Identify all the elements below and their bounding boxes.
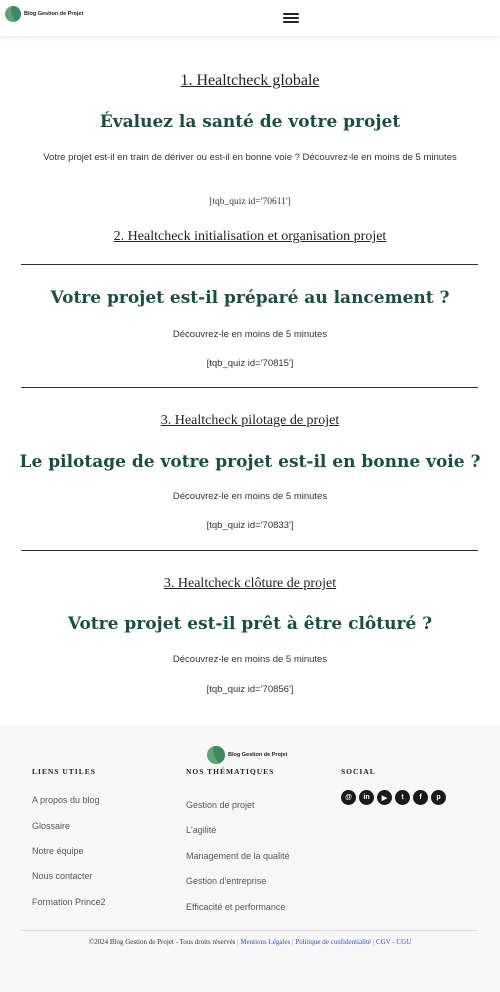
- useful-links-title: LIENS UTILES: [32, 767, 96, 776]
- section-code-wrap: [0, 358, 500, 369]
- logo-leaf-icon: [207, 746, 225, 764]
- section-desc-wrap: [0, 151, 500, 165]
- footer-theme-agility[interactable]: L'agilité: [186, 825, 217, 835]
- privacy-policy-link[interactable]: Politique de confidentialité: [295, 938, 372, 946]
- footer-link-prince2[interactable]: Formation Prince2: [32, 897, 106, 907]
- section-description: Votre projet est-il en train de dériver ou est-il en bonne voie ? Découvrez-le en moins de 5 minutes: [43, 152, 457, 163]
- section-heading-wrap: [0, 614, 500, 634]
- footer-theme-efficiency[interactable]: Efficacité et performance: [186, 902, 286, 912]
- healthcheck-section-3: [0, 413, 500, 429]
- section-divider: [21, 387, 478, 388]
- footer-theme-business[interactable]: Gestion d'entreprise: [186, 876, 267, 886]
- section-heading: Votre projet est-il préparé au lancement ?: [50, 288, 450, 308]
- section-desc-wrap: [0, 490, 500, 504]
- healthcheck-section-2: [0, 229, 500, 245]
- quiz-shortcode: [tqb_quiz id='70833']: [206, 520, 294, 531]
- site-header: [0, 0, 500, 36]
- copyright-text: ©2024 Blog Gestion de Projet - Tous droits réservés: [88, 938, 236, 946]
- footer-link-team[interactable]: Notre équipe: [32, 846, 84, 856]
- healthcheck-section-4: [0, 576, 500, 592]
- footer-theme-project-management[interactable]: Gestion de projet: [186, 800, 255, 810]
- section-title: 3. Healtcheck pilotage de projet: [160, 413, 340, 428]
- separator: |: [292, 938, 294, 946]
- footer-logo[interactable]: [207, 746, 287, 764]
- section-code-wrap: [0, 197, 500, 207]
- site-logo[interactable]: [5, 6, 83, 22]
- section-description: Découvrez-le en moins de 5 minutes: [172, 654, 328, 665]
- section-description: Découvrez-le en moins de 5 minutes: [172, 329, 328, 340]
- social-icons: [341, 790, 446, 805]
- separator: |: [237, 938, 239, 946]
- section-code-wrap: [0, 520, 500, 531]
- logo-leaf-icon: [5, 6, 21, 22]
- section-title: 3. Healtcheck clôture de projet: [163, 576, 337, 591]
- linkedin-icon[interactable]: in: [359, 790, 374, 805]
- section-heading-wrap: [0, 452, 500, 472]
- themes-title: NOS THÉMATIQUES: [186, 767, 275, 776]
- footer-link-contact[interactable]: Nous contacter: [32, 871, 93, 881]
- section-title: 2. Healtcheck initialisation et organisation projet: [113, 229, 387, 244]
- footer-logo-text: Blog Gestion de Projet: [228, 752, 288, 758]
- section-desc-wrap: [0, 328, 500, 342]
- terms-link[interactable]: CGV - CGU: [375, 938, 412, 946]
- footer-divider: [21, 930, 478, 931]
- section-heading: Le pilotage de votre projet est-il en bonne voie ?: [19, 452, 481, 472]
- section-heading: Évaluez la santé de votre projet: [99, 112, 401, 132]
- section-heading: Votre projet est-il prêt à être clôturé ?: [67, 614, 433, 634]
- section-desc-wrap: [0, 653, 500, 667]
- logo-text: Blog Gestion de Projet: [24, 11, 84, 17]
- section-divider: [21, 264, 478, 265]
- section-title: 1. Healtcheck globale: [180, 72, 320, 89]
- pinterest-icon[interactable]: p: [431, 790, 446, 805]
- quiz-shortcode: [tqb_quiz id='70856']: [206, 684, 294, 695]
- facebook-icon[interactable]: f: [413, 790, 428, 805]
- email-icon[interactable]: @: [341, 790, 356, 805]
- healthcheck-section-1: [0, 72, 500, 90]
- quiz-shortcode: [tqb_quiz id='70815']: [206, 358, 294, 369]
- twitter-icon[interactable]: t: [395, 790, 410, 805]
- quiz-shortcode: [tqb_quiz id='70611']: [209, 197, 291, 207]
- section-heading-wrap: [0, 112, 500, 132]
- youtube-icon[interactable]: ▶: [377, 790, 392, 805]
- section-description: Découvrez-le en moins de 5 minutes: [172, 491, 328, 502]
- footer-link-glossary[interactable]: Glossaire: [32, 821, 71, 831]
- separator: |: [372, 938, 375, 946]
- section-heading-wrap: [0, 288, 500, 308]
- section-divider: [21, 550, 478, 551]
- footer-theme-quality[interactable]: Management de la qualité: [186, 851, 290, 861]
- footer-link-about[interactable]: A propos du blog: [32, 795, 100, 805]
- social-title: SOCIAL: [341, 767, 376, 776]
- hamburger-menu-icon[interactable]: [281, 11, 301, 25]
- copyright-bar: [0, 938, 500, 946]
- section-code-wrap: [0, 684, 500, 695]
- legal-notice-link[interactable]: Mentions Légales: [240, 938, 291, 946]
